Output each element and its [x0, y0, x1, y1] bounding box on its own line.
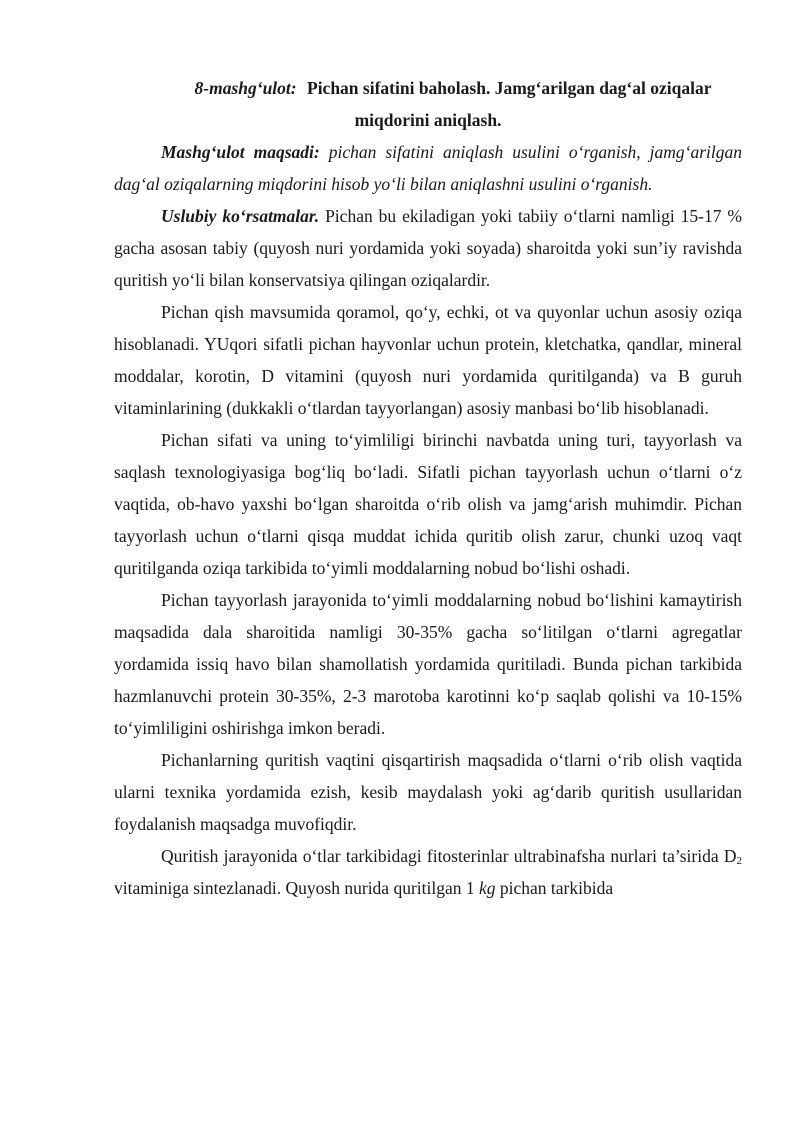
last-paragraph-text-2: vitaminiga sintezlanadi. Quyosh nurida quritilgan 1 [114, 878, 479, 898]
title-line-2: miqdorini aniqlash. [354, 110, 502, 130]
body-paragraph: Pichanlarning quritish vaqtini qisqartirish maqsadida o‘tlarni o‘rib olish vaqtida ularni texnika yordamida ezish, kesib maydalash yoki ag‘darib quritish usullaridan foydalanish maqsadga muvofiqdir. [114, 750, 742, 834]
document-page [114, 72, 742, 904]
title-line-1: Pichan sifatini baholash. Jamg‘arilgan dag‘al oziqalar [307, 78, 712, 98]
guidelines-label: Uslubiy ko‘rsatmalar. [161, 206, 320, 226]
guidelines-text: Pichan bu ekiladigan yoki tabiiy o‘tlarni namligi 15-17 % gacha asosan tabiy (quyosh nuri yordamida yoki soyada) sharoitda yoki sun’iy ravishda quritish yo‘li bilan konservatsiya qilingan oziqalardir. [114, 206, 742, 290]
purpose-paragraph [114, 136, 742, 200]
body-paragraph: Pichan tayyorlash jarayonida to‘yimli moddalarning nobud bo‘lishini kamaytirish maqsadida dala sharoitida namligi 30-35% gacha so‘litilgan o‘tlarni agregatlar yordamida issiq havo bilan shamollatish yordamida quritiladi. Bunda pichan tarkibida hazmlanuvchi protein 30-35%, 2-3 marotoba karotinni ko‘p saqlab qolishi va 10-15% to‘yimliligini oshirishga imkon beradi. [114, 590, 742, 738]
purpose-label: Mashg‘ulot maqsadi: [161, 142, 320, 162]
unit-text: kg [479, 878, 496, 898]
last-paragraph-text-1: Quritish jarayonida o‘tlar tarkibidagi fitosterinlar ultrabinafsha nurlari ta’sirida D [161, 846, 737, 866]
guidelines-paragraph [114, 200, 742, 296]
exercise-number: 8-mashg‘ulot: [194, 78, 297, 98]
body-paragraph: Pichan qish mavsumida qoramol, qo‘y, echki, ot va quyonlar uchun asosiy oziqa hisoblanadi. YUqori sifatli pichan hayvonlar uchun protein, kletchatka, qandlar, mineral moddalar, korotin, D vitamini (quyosh nuri yordamida quritilganda) va B guruh vitaminlarining (dukkakli o‘tlardan tayyorlangan) asosiy manbasi bo‘lib hisoblanadi. [114, 302, 742, 418]
purpose-text: pichan sifatini aniqlash usulini o‘rganish, jamg‘arilgan dag‘al oziqalarning miqdorini hisob yo‘li bilan aniqlashni usulini o‘rganish. [114, 142, 743, 194]
last-paragraph [114, 840, 742, 904]
body-paragraph: Pichan sifati va uning to‘yimliligi birinchi navbatda uning turi, tayyorlash va saqlash texnologiyasiga bog‘liq bo‘ladi. Sifatli pichan tayyorlash uchun o‘tlarni o‘z vaqtida, ob-havo yaxshi bo‘lgan sharoitda o‘rib olish va jamg‘arish muhimdir. Pichan tayyorlash uchun o‘tlarni qisqa muddat ichida quritib olish zarur, chunki uzoq vaqt quritilganda oziqa tarkibida to‘yimli moddalarning nobud bo‘lishi oshadi. [114, 430, 742, 578]
last-paragraph-text-3: pichan tarkibida [495, 878, 614, 898]
subscript: 2 [736, 855, 742, 867]
page-title [114, 72, 742, 136]
